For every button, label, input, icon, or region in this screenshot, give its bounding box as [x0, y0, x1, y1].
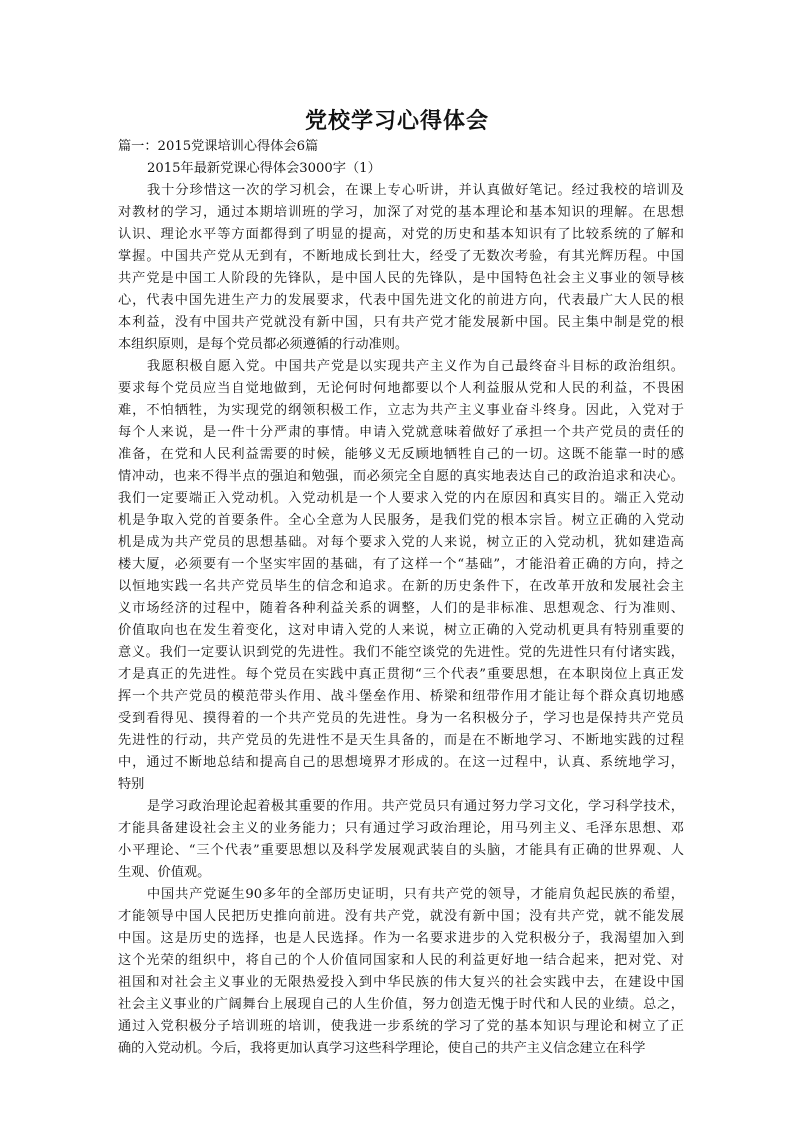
- paragraph-line: 中国。这是历史的选择，也是人民选择。作为一名要求进步的入党积极分子，我渴望加入到: [118, 931, 684, 946]
- paragraph-line: 才能领导中国人民把历史推向前进。没有共产党，就没有新中国；没有共产党，就不能发展: [118, 909, 684, 924]
- paragraph-line: 我十分珍惜这一次的学习机会，在课上专心听讲，并认真做好笔记。经过我校的培训及: [147, 183, 684, 198]
- paragraph-line: 机是成为共产党员的思想基础。对每个要求入党的人来说，树立正的入党动机，犹如建造高: [118, 535, 684, 550]
- paragraph-line: 本利益，没有中国共产党就没有新中国，只有共产党才能发展新中国。民主集中制是党的根: [118, 315, 684, 330]
- paragraph-line: 我们一定要端正入党动机。入党动机是一个人要求入党的内在原因和真实目的。端正入党动: [118, 491, 684, 506]
- paragraph-line: 我愿积极自愿入党。中国共产党是以实现共产主义作为自己最终奋斗目标的政治组织。: [147, 359, 684, 374]
- paragraph-line: 中，通过不断地总结和提高自己的思想境界才形成的。在这一过程中，认真、系统地学习，: [118, 755, 684, 770]
- paragraph-line: 生观、价值观。: [118, 865, 211, 880]
- paragraph-line: 情冲动，也来不得半点的强迫和勉强，而必须完全自愿的真实地表达自己的政治追求和决心。: [118, 469, 684, 484]
- paragraph-line: 意义。我们一定要认识到党的先进性。我们不能空谈党的先进性。党的先进性只有付诸实践，: [118, 645, 684, 660]
- paragraph-line: 小平理论、“三个代表”重要思想以及科学发展观武装自的头脑，才能具有正确的世界观、人: [118, 843, 684, 858]
- paragraph-line: 社会主义事业的广阔舞台上展现自己的人生价值，努力创造无愧于时代和人民的业绩。总之，: [118, 997, 684, 1012]
- paragraph-line: 祖国和对社会主义事业的无限热爱投入到中华民族的伟大复兴的社会实践中去，在建设中国: [118, 975, 684, 990]
- paragraph-line: 共产党是中国工人阶段的先锋队，是中国人民的先锋队，是中国特色社会主义事业的领导核: [118, 271, 684, 286]
- paragraph-line: 准备，在党和人民利益需要的时候，能够义无反顾地牺牲自己的一切。这既不能靠一时的感: [118, 447, 684, 462]
- paragraph-line: 挥一个共产党员的模范带头作用、战斗堡垒作用、桥梁和纽带作用才能让每个群众真切地感: [118, 689, 684, 704]
- paragraph-line: 受到看得见、摸得着的一个共产党员的先进性。身为一名积极分子，学习也是保持共产党员: [118, 711, 684, 726]
- paragraph-line: 义市场经济的过程中，随着各种利益关系的调整，人们的是非标准、思想观念、行为准则、: [118, 601, 684, 616]
- paragraph-line: 心，代表中国先进生产力的发展要求，代表中国先进文化的前进方向，代表最广大人民的根: [118, 293, 684, 308]
- paragraph-line: 楼大厦，必须要有一个坚实牢固的基础，有了这样一个“基础”，才能沿着正确的方向，持之: [118, 557, 684, 572]
- paragraph-line: 每个人来说，是一件十分严肃的事情。申请入党就意味着做好了承担一个共产党员的责任的: [118, 425, 684, 440]
- paragraph-line: 难，不怕牺牲，为实现党的纲领积极工作，立志为共产主义事业奋斗终身。因此，入党对于: [118, 403, 684, 418]
- paragraph-line: 这个光荣的组织中，将自己的个人价值同国家和人民的利益更好地一结合起来，把对党、对: [118, 953, 684, 968]
- paragraph-line: 对教材的学习，通过本期培训班的学习，加深了对党的基本理论和基本知识的理解。在思想: [118, 205, 684, 220]
- subsection-heading: 2015年最新党课心得体会3000字（1）: [147, 161, 381, 176]
- paragraph-line: 才是真正的先进性。每个党员在实践中真正贯彻“三个代表”重要思想，在本职岗位上真正发: [118, 667, 684, 682]
- paragraph-line: 认识、理论水平等方面都得到了明显的提高，对党的历史和基本知识有了比较系统的了解和: [118, 227, 684, 242]
- paragraph-line: 才能具备建设社会主义的业务能力；只有通过学习政治理论，用马列主义、毛泽东思想、邓: [118, 821, 684, 836]
- paragraph-line: 确的入党动机。今后，我将更加认真学习这些科学理论，使自己的共产主义信念建立在科学: [118, 1041, 646, 1056]
- paragraph-line: 通过入党积极分子培训班的培训，使我进一步系统的学习了党的基本知识与理论和树立了正: [118, 1019, 684, 1034]
- page-title: 党校学习心得体会: [304, 108, 489, 134]
- document-body: [118, 136, 684, 1060]
- paragraph-line: 以恒地实践一名共产党员毕生的信念和追求。在新的历史条件下，在改革开放和发展社会主: [118, 579, 684, 594]
- paragraph-line: 机是争取入党的首要条件。全心全意为人民服务，是我们党的根本宗旨。树立正确的入党动: [118, 513, 684, 528]
- paragraph-line: 特别: [118, 777, 145, 792]
- paragraph-line: 是学习政治理论起着极其重要的作用。共产党员只有通过努力学习文化，学习科学技术，: [147, 799, 684, 814]
- paragraph-line: 价值取向也在发生着变化，这对申请入党的人来说，树立正确的入党动机更具有特别重要的: [118, 623, 684, 638]
- paragraph-line: 中国共产党诞生90多年的全部历史证明，只有共产党的领导，才能肩负起民族的希望，: [147, 887, 684, 902]
- paragraph-line: 本组织原则，是每个党员都必须遵循的行动准则。: [118, 337, 409, 352]
- paragraph-line: 先进性的行动，共产党员的先进性不是天生具备的，而是在不断地学习、不断地实践的过程: [118, 733, 684, 748]
- section-heading: 篇一：2015党课培训心得体会6篇: [118, 139, 319, 154]
- paragraph-line: 要求每个党员应当自觉地做到，无论何时何地都要以个人利益服从党和人民的利益，不畏困: [118, 381, 684, 396]
- paragraph-line: 掌握。中国共产党从无到有，不断地成长到壮大，经受了无数次考验，有其光辉历程。中国: [118, 249, 684, 264]
